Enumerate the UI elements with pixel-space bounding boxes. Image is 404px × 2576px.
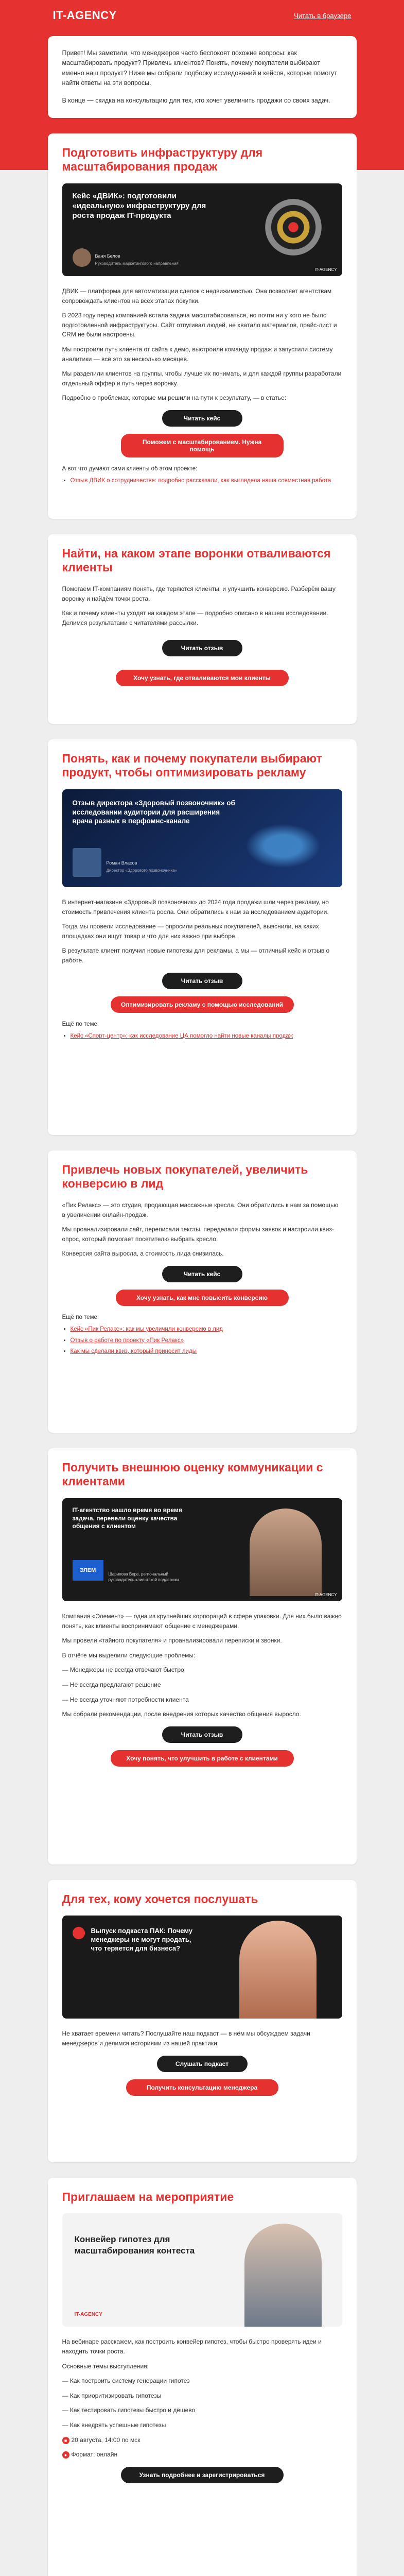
section-title: Понять, как и почему покупатели выбирают продукт, чтобы оптимизировать рекламу: [62, 751, 322, 779]
body-text: — Как внедрять успешные гипотезы: [62, 2421, 166, 2429]
banner-person: Роман Власов: [106, 860, 137, 866]
banner-title: Отзыв директора «Здоровый позвоночник» об исследовании аудитории для расширения врача разных в перфомнс-канале: [72, 799, 235, 825]
case-banner[interactable]: [62, 183, 342, 276]
related-links: [62, 465, 342, 486]
intro-text: Привет! Мы заметили, что менеджеров часто беспокоят похожие вопросы: как масштабировать продукт? Привлечь клиентов? Понять, почему покупатели выбирают именно наш продукт? Ниже мы собрали подборку исследований и кейсов, которые помогут найти ответы на эти вопросы.: [62, 49, 337, 87]
body-text: Подробно о проблемах, которые мы решили на пути к результату, — в статье:: [62, 394, 287, 402]
body-text: В отчёте мы выделили следующие проблемы:: [62, 1651, 196, 1659]
section-funnel: [48, 534, 357, 724]
body-text: Тогда мы провели исследование — опросили реальных покупателей, выяснили, на каких площадках они ищут товар и что для них важно при выборе.: [62, 923, 319, 940]
section-event: [48, 2178, 357, 2576]
banner-brand: IT-AGENCY: [74, 2312, 102, 2318]
body-text: — Как тестировать гипотезы быстро и дёшево: [62, 2406, 196, 2414]
section-podcast: [48, 1880, 357, 2162]
event-format: Формат: онлайн: [71, 2451, 118, 2459]
body-text: Мы собрали рекомендации, после внедрения которых качество общения выросло.: [62, 1710, 301, 1718]
related-link[interactable]: Кейс «Спорт-центр»: как исследование ЦА помогло найти новые каналы продаж: [70, 1032, 293, 1039]
browser-link[interactable]: Читать в браузере: [294, 11, 352, 20]
related-links: [62, 1313, 342, 1356]
body-text: Основные темы выступления:: [62, 2362, 149, 2370]
read-case-button[interactable]: Читать кейс: [162, 410, 242, 427]
read-case-button[interactable]: Читать кейс: [162, 1266, 242, 1282]
consult-button[interactable]: Получить консультацию менеджера: [126, 2079, 278, 2096]
body-text: Помогаем IT-компаниям понять, где теряются клиенты, и улучшить конверсию. Разберём вашу воронку и найдём точки роста.: [62, 585, 336, 602]
conversion-button[interactable]: Хочу узнать, как мне повысить конверсию: [116, 1290, 289, 1306]
body-text: Мы проанализировали сайт, переписали тексты, переделали формы заявок и настроили квиз-опрос, который помогает посетителю выбрать кресло.: [62, 1226, 334, 1243]
section-title: Найти, на каком этапе воронки отваливаются клиенты: [62, 546, 331, 574]
section-title: Приглашаем на мероприятие: [62, 2190, 234, 2204]
section-title: Получить внешнюю оценку коммуникации с клиентами: [62, 1460, 323, 1488]
related-link[interactable]: Как мы сделали квиз, который приносит лиды: [70, 1348, 197, 1354]
communication-button[interactable]: Хочу понять, что улучшить в работе с клиентами: [111, 1750, 294, 1767]
banner-title: Конвейер гипотез для масштабирования контеста: [74, 2234, 195, 2256]
banner-title: Кейс «ДВИК»: подготовили «идеальную» инфраструктуру для роста продаж IT-продукта: [72, 192, 206, 220]
body-text: Не хватает времени читать? Послушайте наш подкаст — в нём мы обсуждаем задачи менеджеров и делимся историями из нашей практики.: [62, 2030, 310, 2047]
read-review-button[interactable]: Читать отзыв: [162, 640, 242, 656]
person-photo: [244, 2224, 322, 2327]
people-icon: [239, 820, 327, 872]
body-text: Мы разделили клиентов на группы, чтобы лучше их понимать, и для каждой группы разработали отдельный оффер и путь через воронку.: [62, 370, 342, 387]
body-text: — Менеджеры не всегда отвечают быстро: [62, 1666, 184, 1674]
podcast-banner[interactable]: [62, 1916, 342, 2019]
help-button[interactable]: Поможем с масштабированием. Нужна помощь: [121, 434, 284, 457]
section-communication: [48, 1448, 357, 1865]
banner-brand: IT-AGENCY: [314, 267, 337, 273]
funnel-button[interactable]: Хочу узнать, где отваливаются мои клиенты: [116, 670, 289, 686]
links-intro: Ещё по теме:: [62, 1314, 99, 1321]
review-banner[interactable]: [62, 1498, 342, 1601]
body-text: В результате клиент получил новые гипотезы для рекламы, а мы — отличный кейс и отзыв о работе.: [62, 947, 330, 964]
company-logo: ЭЛЕМ: [73, 1560, 103, 1581]
play-icon: [73, 1927, 85, 1939]
intro-text-2: В конце — скидка на консультацию для тех, кто хочет увеличить продажи со своих задач.: [62, 96, 330, 104]
body-text: В 2023 году перед компанией встала задача масштабироваться, но почти ни у кого не было подготовленной инфраструктуры. Сайт отпугивал людей, не хватало материалов, прайс-лист и CRM не были настроены.: [62, 312, 337, 338]
body-text: — Не всегда предлагают решение: [62, 1681, 161, 1689]
related-links: [62, 1020, 342, 1041]
event-banner[interactable]: [62, 2213, 342, 2327]
logo: IT-AGENCY: [52, 9, 117, 22]
banner-title: IT-агентство нашло время во время задача, перевели оценку качества общения с клиентом: [72, 1506, 182, 1530]
read-review-button[interactable]: Читать отзыв: [162, 1726, 242, 1743]
body-text: — Как приоритизировать гипотезы: [62, 2392, 162, 2399]
read-review-button[interactable]: Читать отзыв: [162, 973, 242, 989]
related-link[interactable]: Отзыв о работе по проекту «Пик Релакс»: [70, 1337, 184, 1344]
body-text: — Не всегда уточняют потребности клиента: [62, 1696, 189, 1703]
body-text: Компания «Элемент» — одна из крупнейших корпораций в сфере упаковки. Для них было важно понять, как клиенты воспринимают общение с менеджерами.: [62, 1613, 342, 1630]
avatar: [73, 848, 101, 877]
section-title: Подготовить инфраструктуру для масштабирования продаж: [62, 145, 263, 174]
banner-person: Ваня Белов: [95, 253, 120, 259]
register-button[interactable]: Узнать подробнее и зарегистрироваться: [121, 2467, 284, 2483]
section-ads: [48, 739, 357, 1135]
related-link[interactable]: Кейс «Пик Релакс»: как мы увеличили конверсию в лид: [70, 1326, 223, 1333]
section-title: Привлечь новых покупателей, увеличить конверсию в лид: [62, 1162, 308, 1191]
body-text: В интернет-магазине «Здоровый позвоночник» до 2024 года продажи шли через рекламу, но стоимость привлечения клиента росла. Они обратились к нам за исследованием аудитории.: [62, 899, 329, 916]
ads-button[interactable]: Оптимизировать рекламу с помощью исследований: [111, 996, 294, 1013]
calendar-icon: ■: [62, 2437, 69, 2444]
event-date-row: [62, 2435, 342, 2445]
person-photo: [239, 1921, 317, 2019]
banner-title: Выпуск подкаста ПАК: Почему менеджеры не могут продать, что теряется для бизнеса?: [91, 1927, 192, 1953]
email-wrapper: [48, 0, 357, 2576]
listen-button[interactable]: Слушать подкаст: [157, 2056, 248, 2072]
body-text: — Как построить систему генерации гипотез: [62, 2377, 190, 2385]
section-title: Для тех, кому хочется послушать: [62, 1892, 258, 1906]
body-text: Мы построили путь клиента от сайта к демо, выстроили команду продаж и запустили систему аналитики — всё это за несколько месяцев.: [62, 346, 333, 363]
links-intro: А вот что думают сами клиенты об этом проекте:: [62, 466, 198, 472]
intro-card: [48, 36, 357, 118]
body-text: Конверсия сайта выросла, а стоимость лида снизилась.: [62, 1250, 224, 1258]
body-text: Мы провели «тайного покупателя» и проанализировали переписки и звонки.: [62, 1637, 282, 1645]
location-icon: ●: [62, 2451, 69, 2459]
event-date: 20 августа, 14:00 по мск: [71, 2436, 140, 2444]
avatar: [73, 248, 91, 267]
body-text: На вебинаре расскажем, как построить конвейер гипотез, чтобы быстро проверять идеи и находить точки роста.: [62, 2338, 322, 2355]
banner-person: Шарипова Вера, региональный руководитель клиентской поддержки: [108, 1572, 179, 1582]
event-format-row: [62, 2450, 342, 2460]
related-link[interactable]: Отзыв ДВИК о сотрудничестве: подробно рассказали, как выглядела наша совместная работа: [70, 478, 331, 484]
body-text: «Пик Релакс» — это студия, продающая массажные кресла. Они обратились к нам за помощью в увеличении онлайн-продаж.: [62, 1201, 339, 1218]
banner-role: Директор «Здорового позвоночника»: [106, 868, 178, 873]
section-infra: [48, 133, 357, 519]
target-icon: [265, 199, 322, 256]
section-conversion: [48, 1150, 357, 1433]
body-text: ДВИК — платформа для автоматизации сделок с недвижимостью. Она позволяет агентствам сопровождать клиентов на всех этапах покупки.: [62, 287, 332, 304]
review-banner[interactable]: [62, 789, 342, 887]
banner-brand: IT-AGENCY: [314, 1592, 337, 1598]
body-text: Как и почему клиенты уходят на каждом этапе — подробно описано в нашем исследовании. Делимся результатами с читателями рассылки.: [62, 609, 328, 626]
links-intro: Ещё по теме:: [62, 1021, 99, 1027]
banner-role: Руководитель маркетингового направления: [95, 261, 179, 266]
person-photo: [250, 1509, 322, 1596]
top-bar: [48, 0, 357, 31]
